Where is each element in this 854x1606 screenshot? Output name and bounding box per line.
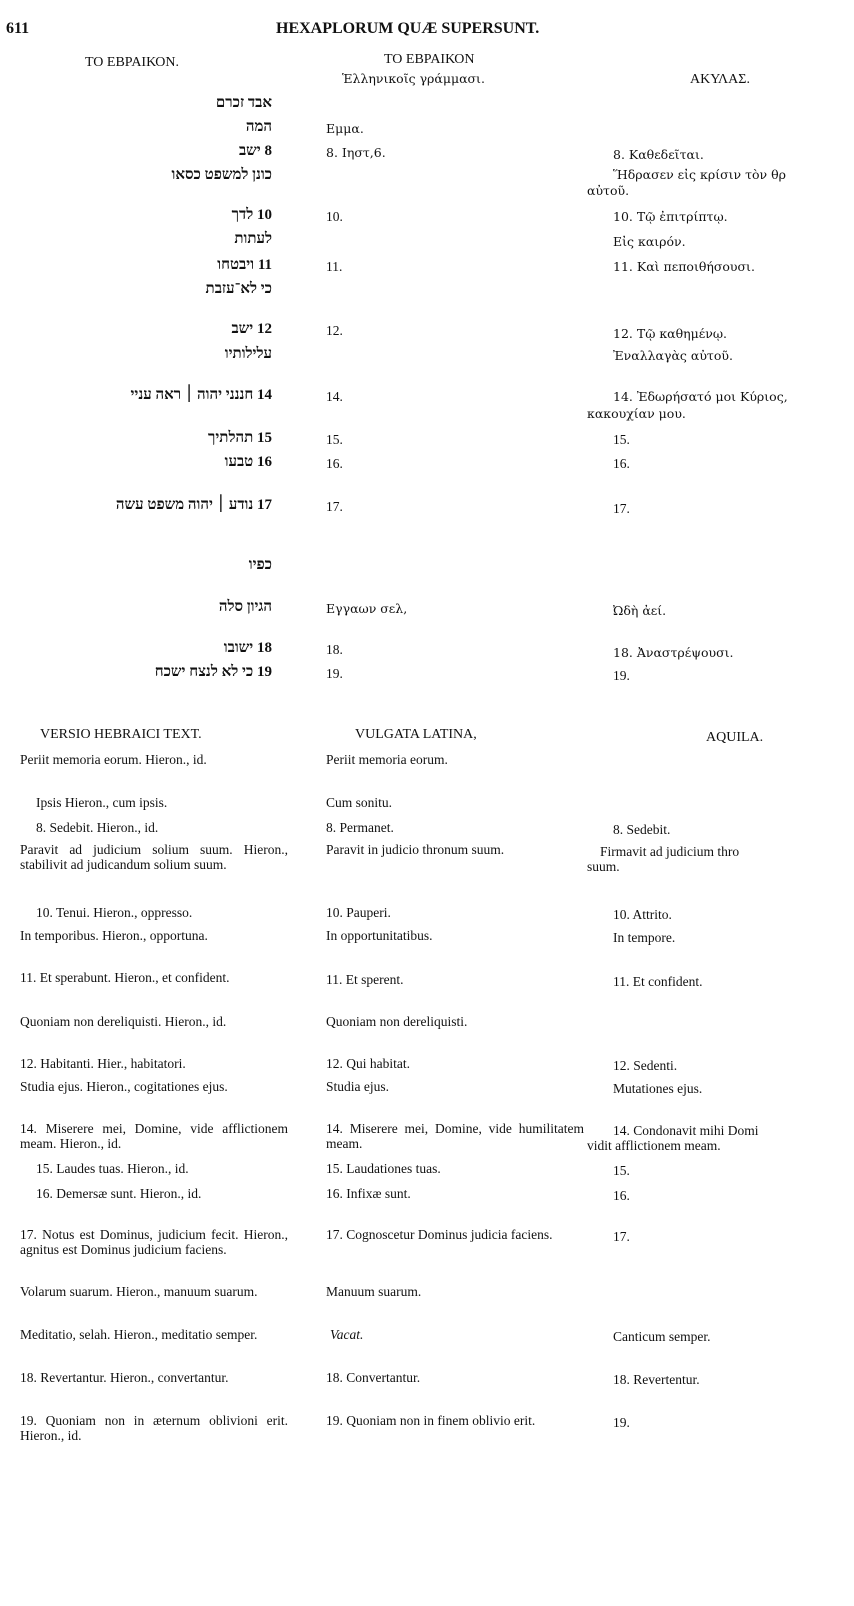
aquila-greek-line: Ἐναλλαγὰς αὐτοῦ. xyxy=(613,348,733,363)
vulgata-entry: Manuum suarum. xyxy=(326,1284,422,1299)
aquila-greek-line: Ὠδὴ ἀεί. xyxy=(613,603,667,618)
vulgata-entry: 18. Convertantur. xyxy=(326,1370,421,1385)
col-head-aquila-greek: ΑΚΥΛΑΣ. xyxy=(690,72,750,87)
versio-entry: 18. Revertantur. Hieron., convertantur. xyxy=(20,1370,229,1385)
versio-entry: Periit memoria eorum. Hieron., id. xyxy=(20,752,207,767)
hebrew-line: 18 ישובו xyxy=(223,640,272,656)
vulgata-entry: Quoniam non dereliquisti. xyxy=(326,1014,468,1029)
vulgata-entry: Vacat. xyxy=(330,1327,364,1342)
translit-line: 15. xyxy=(326,432,343,447)
col-head-aquila-latin: AQUILA. xyxy=(706,730,764,745)
col-head-hebrew: ΤΟ ΕΒΡΑΙΚΟΝ. xyxy=(85,55,179,70)
versio-entry: 17. Notus est Dominus, judicium fecit. Hieron., agnitus est Dominus judicium faciens. xyxy=(20,1227,288,1257)
aquila-latin-line: 8. Sedebit. xyxy=(613,822,671,837)
aquila-greek-line: 16. xyxy=(613,456,630,471)
vulgata-entry: 12. Qui habitat. xyxy=(326,1056,410,1071)
aquila-greek-line: 18. Ἀναστρέψουσι. xyxy=(613,645,734,660)
aquila-latin-line: In tempore. xyxy=(613,930,676,945)
hebrew-line: 19 כי לא לנצח ישכח xyxy=(154,664,272,680)
aquila-greek-line: κακουχίαν μου. xyxy=(587,406,686,421)
aquila-latin-line: 11. Et confident. xyxy=(613,974,703,989)
versio-entry: In temporibus. Hieron., opportuna. xyxy=(20,928,208,943)
hebrew-line: כפיו xyxy=(248,557,272,573)
hebrew-line: 8 ישב xyxy=(238,143,272,159)
hebrew-line: המה xyxy=(245,119,272,135)
hebrew-line: הגיון סלה xyxy=(218,599,272,615)
hebrew-line: 14 חננני יהוה ׀ ראה עניי xyxy=(130,387,272,403)
vulgata-entry: In opportunitatibus. xyxy=(326,928,433,943)
versio-entry: 14. Miserere mei, Domine, vide afflictionem meam. Hieron., id. xyxy=(20,1121,288,1151)
aquila-greek-line: 8. Καθεδεῖται. xyxy=(613,147,704,162)
versio-entry: 11. Et sperabunt. Hieron., et confident. xyxy=(20,970,230,985)
vulgata-entry: 16. Infixæ sunt. xyxy=(326,1186,411,1201)
hebrew-line: 17 נודע ׀ יהוה משפט עשה xyxy=(115,497,272,513)
aquila-latin-line: vidit afflictionem meam. xyxy=(587,1138,721,1153)
aquila-latin-line: Mutationes ejus. xyxy=(613,1081,703,1096)
aquila-latin-line: 17. xyxy=(613,1229,630,1244)
translit-line: Εμμα. xyxy=(326,121,364,136)
vulgata-entry: 11. Et sperent. xyxy=(326,972,404,987)
hebrew-line: 16 טבעו xyxy=(224,454,272,470)
translit-line: 14. xyxy=(326,389,343,404)
col-head-versio: VERSIO HEBRAICI TEXT. xyxy=(40,727,202,742)
aquila-latin-line: 10. Attrito. xyxy=(613,907,672,922)
vulgata-entry: 17. Cognoscetur Dominus judicia faciens. xyxy=(326,1227,553,1242)
versio-entry: Paravit ad judicium solium suum. Hieron., stabilivit ad judicandum solium suum. xyxy=(20,842,288,872)
translit-line: 10. xyxy=(326,209,343,224)
aquila-greek-line: 10. Τῷ ἐπιτρίπτῳ. xyxy=(613,209,728,224)
translit-line: 19. xyxy=(326,666,343,681)
vulgata-entry: 15. Laudationes tuas. xyxy=(326,1161,441,1176)
aquila-latin-line: Canticum semper. xyxy=(613,1329,711,1344)
vulgata-entry: Cum sonitu. xyxy=(326,795,393,810)
vulgata-entry: 8. Permanet. xyxy=(326,820,394,835)
hebrew-line: כי לא־עזבת xyxy=(205,281,272,297)
aquila-latin-line: Firmavit ad judicium thro xyxy=(600,844,740,859)
translit-line: 8. Ιηστ,6. xyxy=(326,145,386,160)
col-head-vulgata: VULGATA LATINA, xyxy=(355,727,477,742)
versio-entry: Quoniam non dereliquisti. Hieron., id. xyxy=(20,1014,227,1029)
aquila-greek-line: 17. xyxy=(613,501,630,516)
col-head-translit: ΤΟ ΕΒΡΑΙΚΟΝ xyxy=(384,52,475,67)
vulgata-entry: Paravit in judicio thronum suum. xyxy=(326,842,505,857)
aquila-greek-line: 14. Ἐδωρήσατό μοι Κύριος, xyxy=(613,389,788,404)
page-title: HEXAPLORUM QUÆ SUPERSUNT. xyxy=(276,20,540,37)
vulgata-entry: Studia ejus. xyxy=(326,1079,389,1094)
aquila-latin-line: 16. xyxy=(613,1188,630,1203)
versio-entry: Volarum suarum. Hieron., manuum suarum. xyxy=(20,1284,258,1299)
translit-line: 12. xyxy=(326,323,343,338)
hebrew-line: 11 ויבטחו xyxy=(217,257,272,273)
aquila-latin-line: suum. xyxy=(587,859,620,874)
versio-entry: Meditatio, selah. Hieron., meditatio semper. xyxy=(20,1327,258,1342)
versio-entry: 8. Sedebit. Hieron., id. xyxy=(36,820,159,835)
versio-entry: Ipsis Hieron., cum ipsis. xyxy=(36,795,168,810)
versio-entry: 15. Laudes tuas. Hieron., id. xyxy=(36,1161,189,1176)
translit-line: 17. xyxy=(326,499,343,514)
aquila-greek-line: 12. Τῷ καθημένῳ. xyxy=(613,326,727,341)
aquila-latin-line: 12. Sedenti. xyxy=(613,1058,678,1073)
vulgata-entry: 10. Pauperi. xyxy=(326,905,391,920)
hebrew-line: עלילותיו xyxy=(224,346,272,362)
aquila-greek-line: 15. xyxy=(613,432,630,447)
vulgata-entry: Periit memoria eorum. xyxy=(326,752,448,767)
hebrew-line: 12 ישב xyxy=(231,321,272,337)
translit-line: 11. xyxy=(326,259,343,274)
aquila-greek-line: Εἰς καιρόν. xyxy=(613,234,686,249)
translit-line: 16. xyxy=(326,456,343,471)
translit-line: 18. xyxy=(326,642,343,657)
versio-entry: 10. Tenui. Hieron., oppresso. xyxy=(36,905,193,920)
translit-line: Εγγαων σελ, xyxy=(326,601,408,616)
aquila-greek-line: Ἥδρασεν εἰς κρίσιν τὸν θρ xyxy=(613,167,786,182)
aquila-latin-line: 15. xyxy=(613,1163,630,1178)
hebrew-line: לעתות xyxy=(234,231,272,247)
hebrew-line: 15 תהלתיך xyxy=(208,430,272,446)
col-head-translit-sub: Ἑλληνικοῖς γράμμασι. xyxy=(342,71,485,86)
aquila-greek-line: αὐτοῦ. xyxy=(587,183,630,198)
versio-entry: Studia ejus. Hieron., cogitationes ejus. xyxy=(20,1079,228,1094)
aquila-greek-line: 11. Καὶ πεποιθήσουσι. xyxy=(613,259,755,274)
page-number: 611 xyxy=(6,20,30,37)
aquila-latin-line: 19. xyxy=(613,1415,630,1430)
hebrew-line: 10 לדך xyxy=(231,207,272,223)
versio-entry: 19. Quoniam non in æternum oblivioni erit. Hieron., id. xyxy=(20,1413,288,1443)
aquila-latin-line: 14. Condonavit mihi Domi xyxy=(613,1123,759,1138)
hebrew-line: אבד זכרם xyxy=(215,95,272,111)
hebrew-line: כונן למשפט כסאו xyxy=(171,167,272,183)
aquila-greek-line: 19. xyxy=(613,668,630,683)
versio-entry: 12. Habitanti. Hier., habitatori. xyxy=(20,1056,186,1071)
vulgata-entry: 14. Miserere mei, Domine, vide humilitatem meam. xyxy=(326,1121,584,1151)
vulgata-entry: 19. Quoniam non in finem oblivio erit. xyxy=(326,1413,536,1428)
aquila-latin-line: 18. Revertentur. xyxy=(613,1372,700,1387)
versio-entry: 16. Demersæ sunt. Hieron., id. xyxy=(36,1186,202,1201)
